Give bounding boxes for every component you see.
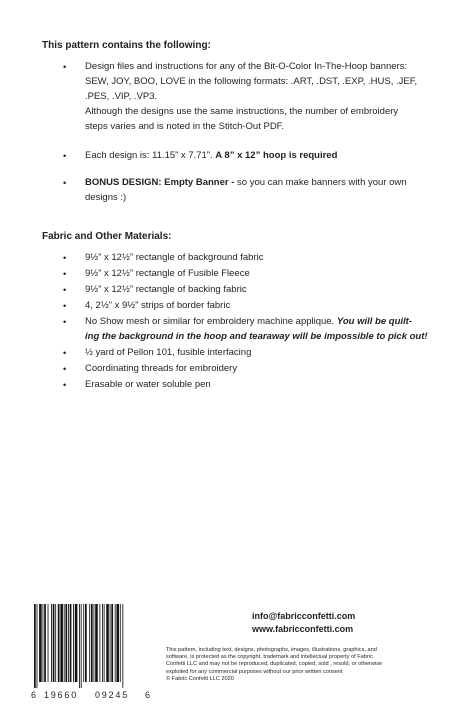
hoop-requirement: A 8” x 12” hoop is required [215, 150, 338, 161]
barcode-bar [81, 604, 82, 688]
barcode-bar [120, 604, 121, 682]
material-item: Coordinating threads for embroidery [85, 363, 238, 374]
design-files-line: Design files and instructions for any of the Bit-O-Color In-The-Hoop banners: [85, 61, 408, 72]
material-item: 9½” x 12½” rectangle of Fusible Fleece [85, 268, 250, 279]
contact-website: www.fabricconfetti.com [252, 624, 354, 634]
barcode-bar [75, 604, 78, 682]
barcode-bar [116, 604, 119, 682]
barcode-bar [89, 604, 90, 682]
design-files-line: steps varies and is noted in the Stitch-Out PDF. [85, 121, 285, 132]
design-files-item [85, 59, 430, 134]
contact-email: info@fabricconfetti.com [252, 611, 356, 621]
design-size-item [85, 148, 430, 163]
bonus-design-text: designs :) [85, 192, 127, 203]
barcode-digit-last: 6 [145, 690, 151, 700]
bonus-design-text: so you can make banners with your own [237, 177, 407, 188]
barcode-bar [51, 604, 52, 682]
noshow-warning: You will be quilt- [336, 316, 412, 327]
barcode-bar [104, 604, 105, 682]
noshow-mesh-item [85, 314, 430, 344]
barcode-bar [55, 604, 56, 682]
barcode-group-1: 19660 [44, 690, 79, 700]
barcode-bar [43, 604, 44, 682]
copyright-line: software, is protected as the copyright, trademark and intellectual property of Fabric [166, 654, 373, 661]
bonus-design-item [85, 175, 430, 205]
barcode-bar [65, 604, 67, 682]
bullet-icon: • [63, 253, 67, 264]
bullet-icon: • [63, 380, 67, 391]
barcode-bar [111, 604, 113, 682]
barcode-bar [95, 604, 98, 682]
barcode-bar [102, 604, 103, 682]
barcode-bar [34, 604, 36, 688]
bonus-design-label: BONUS DESIGN: Empty Banner - [85, 177, 235, 188]
bullet-icon: • [63, 348, 67, 359]
barcode-bar [106, 604, 109, 682]
material-item: Erasable or water soluble pen [85, 379, 211, 390]
design-files-line: Although the designs use the same instructions, the number of embroidery [85, 106, 399, 117]
material-item: 9½” x 12½” rectangle of backing fabric [85, 284, 247, 295]
copyright-notice [166, 647, 451, 683]
barcode-bar [48, 604, 49, 682]
barcode-bar [58, 604, 60, 682]
copyright-line: Confetti LLC and may not be reproduced, duplicated, copied, sold , resold, or otherwise [166, 661, 383, 668]
barcode-bar [70, 604, 72, 682]
barcode-bar [37, 604, 38, 688]
bullet-icon: • [63, 364, 67, 375]
material-item: ½ yard of Pellon 101, fusible interfacing [85, 347, 252, 358]
design-size-text: Each design is: 11.15” x 7.71”. [85, 150, 213, 161]
copyright-line: This pattern, including text, designs, photographs, images, illustrations, graphics, and [166, 647, 377, 653]
material-item: 9½” x 12½” rectangle of background fabric [85, 252, 264, 263]
design-files-line: .PES, .VIP, .VP3. [85, 91, 158, 102]
materials-heading: Fabric and Other Materials: [42, 231, 172, 242]
bullet-icon: • [63, 301, 67, 312]
barcode-bar [83, 604, 84, 682]
barcode-bar [99, 604, 100, 682]
design-files-line: SEW, JOY, BOO, LOVE in the following formats: .ART, .DST, .EXP, .HUS, .JEF, [85, 76, 418, 87]
barcode-digit-first: 6 [31, 690, 37, 700]
noshow-mesh-text: No Show mesh or similar for embroidery machine applique. [85, 316, 335, 327]
barcode-bar [64, 604, 65, 682]
barcode-bar [91, 604, 93, 682]
contents-heading: This pattern contains the following: [42, 40, 211, 51]
barcode-bar [85, 604, 87, 682]
barcode-group-2: 09245 [95, 690, 130, 700]
barcode-bar [110, 604, 111, 682]
barcode-bar [44, 604, 46, 682]
bullet-icon: • [63, 317, 67, 328]
bullet-icon: • [63, 62, 67, 73]
copyright-line: © Fabric Confetti LLC 2020 [166, 675, 234, 682]
barcode-bar [94, 604, 95, 682]
barcode-bar [53, 604, 55, 682]
upc-barcode [30, 604, 150, 688]
barcode-bar [68, 604, 69, 682]
bullet-icon: • [63, 151, 67, 162]
barcode-bar [122, 604, 123, 688]
barcode-bar [39, 604, 42, 682]
bullet-icon: • [63, 269, 67, 280]
bullet-icon: • [63, 178, 67, 189]
noshow-warning: ing the background in the hoop and tearaway will be impossible to pick out! [85, 331, 428, 342]
bullet-icon: • [63, 285, 67, 296]
copyright-line: exploited for any commercial purposes without our prior written consent [166, 668, 343, 675]
barcode-bar [60, 604, 63, 682]
barcode-bar [115, 604, 116, 682]
barcode-bar [73, 604, 74, 682]
material-item: 4, 2½” x 9½” strips of border fabric [85, 300, 231, 311]
barcode-bar [79, 604, 80, 688]
